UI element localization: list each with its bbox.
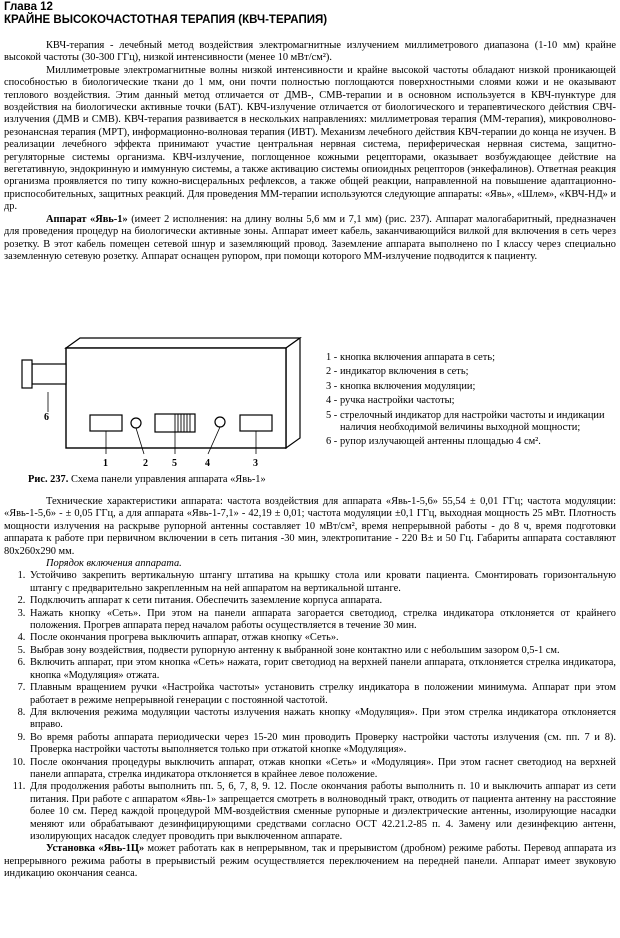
procedure-heading: Порядок включения аппарата. [46,558,182,570]
specs-paragraph: Технические характеристики аппарата: частота воздействия для аппарата «Явь-1-5,6» 55,54 ± 0,01 ГГц; частота модуляции: «Явь-1-5,6» - ± 0,05 ГГц, а для аппарата «Явь-1-7,1» - 42,19 ± 0,01; частота модуляции ±0,1 ГГц, выходная мощность 25 мВт. Плотность мощности излучения на раскрыве рупорной антенны составляет 10 мВт/см², время непрерывной работы - до 8 ч, время подготовки аппарата к работе при первичном включении в сеть питания -30 мин, электропитание - 220 В± и 50 Гц. Габариты аппарата составляют 80х260х290 мм. [4,496,616,557]
figure-legend [326,352,616,451]
list-item: 11. Для продолжения работы выполнить пп. 5, 6, 7, 8, 9. 12. После окончания работы выполнить п. 10 и выключить аппарат из сети питания. При работе с аппаратом «Явь-1» запрещается смотреть в волноводный тракт, отводить от пациента антенну на расстояние более 10 см. Перед каждой процедурой ММ-воздействия сменные рупорные и диэлектрические антенны, изолирующие насадки меняют или обрабатывают дезинфицирующими средствами согласно ОСТ 42.21.2-85 п. 4. Замену или дезинфекцию антенн, изолирующих насадок следует проводить при выключенном аппарате. [28,781,616,843]
chapter-title: КРАЙНЕ ВЫСОКОЧАСТОТНАЯ ТЕРАПИЯ (КВЧ-ТЕРАПИЯ) [4,14,328,26]
horn-antenna [32,364,66,384]
list-item: 1. Устойчиво закрепить вертикальную штангу штатива на крышку стола или кровати пациента. Смонтировать горизонтальную штангу с предварительно закрепленным на ней аппаратом на вертикальной штанге. [28,570,616,595]
closing-text: может работать как в непрерывном, так и прерывистом (дробном) режиме работы. Перевод аппарата из непрерывного режима работы в прерывистый режим осуществляется переключением на передней панели. Аппарат имеет звуковую индикацию окончания сеанса. [4,843,617,880]
device-panel-diagram [4,336,324,476]
device-side-face [286,338,300,448]
callout-6: 6 [44,412,49,423]
list-item: 2. Подключить аппарат к сети питания. Обеспечить заземление корпуса аппарата. [28,595,616,607]
legend-item: 3 - кнопка включения модуляции; [326,380,476,392]
closing-name: Установка «Явь-1Ц» [46,843,145,855]
legend-item: 4 - ручка настройки частоты; [326,395,455,407]
list-item: 10. После окончания процедуры выключить аппарат, отжав кнопки «Сеть» и «Модуляция». При этом гаснет светодиод на верхней панели аппарата, стрелка индикатора отклоняется в крайнее левое положение. [28,757,616,782]
power-indicator [131,418,141,428]
frequency-knob [215,417,225,427]
legend-item: 2 - индикатор включения в сеть; [326,366,469,378]
specs-and-procedure [4,496,616,881]
legend-item: 6 - рупор излучающей антенны площадью 4 см². [326,436,541,448]
list-item: 5. Выбрав зону воздействия, подвести рупорную антенну к выбранной зоне контактно или с небольшим зазором 0,5-1 см. [28,645,616,657]
power-button [90,415,122,431]
callout-5: 5 [172,458,177,469]
intro-paragraph-1: КВЧ-терапия - лечебный метод воздействия электромагнитные излучением миллиметрового диапазона (1-10 мм) крайне высокой частоты (30-300 ГГц), низкой интенсивности (менее 10 мВт/см²). [4,40,616,64]
callout-3: 3 [253,458,258,469]
list-item: 6. Включить аппарат, при этом кнопка «Сеть» нажата, горит светодиод на верхней панели аппарата, отклоняется стрелка индикатора, кнопка «Модуляция» отжата. [28,657,616,682]
caption-text: Схема панели управления аппарата «Явь-1» [70,474,266,485]
list-item: 7. Плавным вращением ручки «Настройка частоты» установить стрелку индикатора в положении минимума. Аппарат при этом работает в режиме непрерывной генерации с постоянной частотой. [28,682,616,707]
callout-1: 1 [103,458,108,469]
modulation-button [240,415,272,431]
apparatus-name: Аппарат «Явь-1» [46,213,128,225]
list-item: 9. Во время работы аппарата периодически через 15-20 мин проводить Проверку настройки частоты излучения (см. пп. 7 и 8). Проверка настройки частоты выполняется только при отжатой кнопке «Модуляция». [28,732,616,757]
device-top-face [66,338,300,348]
callout-4: 4 [205,458,210,469]
apparatus-text: (имеет 2 исполнения: на длину волны 5,6 мм и 7,1 мм) (рис. 237). Аппарат малогабаритный, предназначен для проведения процедур на биологически активные зоны. Аппарат имеет кабель, заканчивающийся вилкой для включения в сеть через розетку. В этот кабель помещен сетевой шнур и заземляющий провод. Заземление аппарата выполнено по I классу через специально заземленную сетевую розетку. Аппарат оснащен рупором, при помощи которого ММ-излучение подводится к пациенту. [4,213,616,262]
closing-paragraph [4,843,616,880]
device-front-panel [66,348,286,448]
legend-item: 5 - стрелочный индикатор для настройки частоты и индикации наличия необходимой величины выходной мощности; [326,409,605,434]
intro-paragraph-2: Миллиметровые электромагнитные волны низкой интенсивности и крайне высокой частоты обладают низкой проникающей способностью в биологические ткани до 1 мм, они почти полностью поглощаются поверхностными слоями кожи и не оказывают теплового воздействия. Этим данный метод отличается от ДМВ-, СМВ-терапии и в основном используется в КВЧ-пунктуре для воздействия на биологически активные точки (БАТ). КВЧ-излучение отличается от биологического и терапевтического действия СВЧ-излучения (ДМВ и СМВ). КВЧ-терапия развивается в нескольких направлениях: миллиметровая терапия (ММ-терапия), микроволново-резонансная терапия (МРТ), информационно-волновая терапия (ИВТ). Механизм лечебного действия КВЧ-терапии до конца не изучен. В реализации лечебного эффекта принимают участие центральная нервная система, периферическая нервная система, защитно-регуляторные системы организма. КВЧ-излучение, поглощенное кожными рецепторами, оказывает возбуждающее действие на вегетативную, эндокринную и иммунную системы, а также активацию системы опиоидных рецепторов (энкефалинов). Ответная реакция организма проявляется по типу кожно-висцеральных рефлексов, а также общей реакции, направленной на повышение адаптационно-приспособительных, защитных реакций. Для проведения ММ-терапии используются следующие аппараты: «Явь», «Шлем», «КВЧ-НД» и др. [4,64,617,213]
caption-label: Рис. 237. [28,474,69,485]
callout-2: 2 [143,458,148,469]
figure-caption [28,474,266,486]
procedure-steps [4,570,616,843]
legend-item: 1 - кнопка включения аппарата в сеть; [326,352,495,363]
chapter-heading: Глава 12 [4,1,53,13]
list-item: 3. Нажать кнопку «Сеть». При этом на панели аппарата загорается светодиод, стрелка индикатора отклоняется от крайнего положения. Прогрев аппарата перед началом работы осуществляется в течение 30 мин. [28,608,616,633]
apparatus-paragraph [4,214,616,264]
list-item: 8. Для включения режима модуляции частоты излучения нажать кнопку «Модуляция». При этом стрелка индикатора отклоняется вправо. [28,707,616,732]
horn-aperture [22,360,32,388]
list-item: 4. После окончания прогрева выключить аппарат, отжав кнопку «Сеть». [28,632,616,644]
intro-section [4,40,616,263]
